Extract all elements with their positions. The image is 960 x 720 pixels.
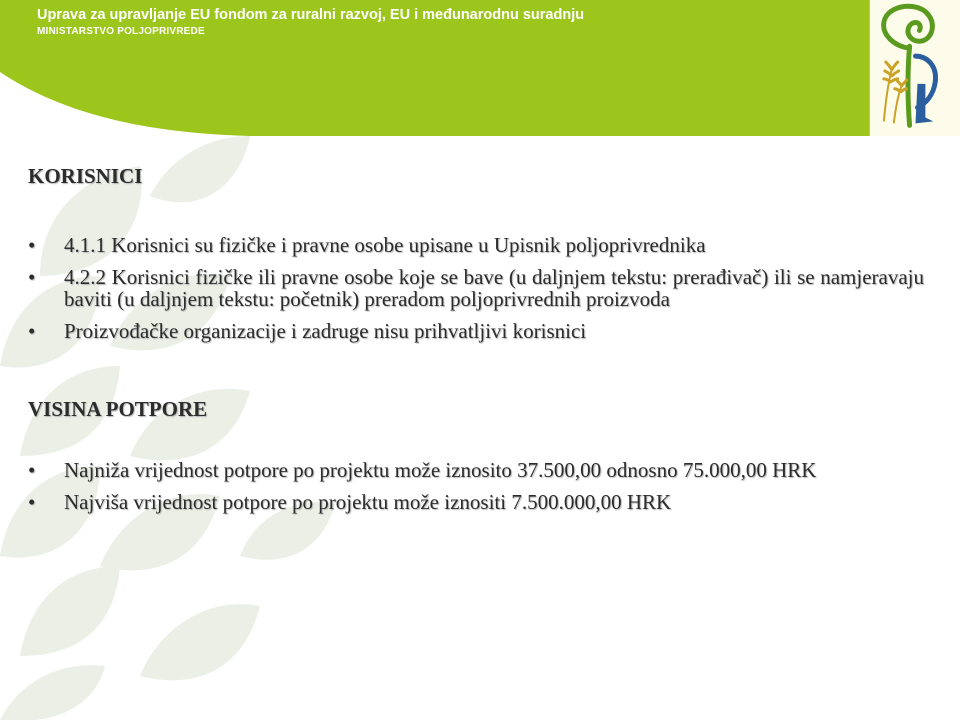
list-item [28, 266, 924, 310]
header-title: Uprava za upravljanje EU fondom za ruralni razvoj, EU i međunarodnu suradnju [37, 7, 585, 23]
list-item [28, 320, 924, 342]
header-subtitle: MINISTARSTVO POLJOPRIVREDE [37, 26, 205, 37]
visina-potpore-list [28, 459, 924, 513]
logo [869, 0, 960, 136]
section-heading-visina-potpore: VISINA POTPORE [28, 397, 208, 421]
list-item-text: Proizvođačke organizacije i zadruge nisu prihvatljivi korisnici [64, 319, 587, 343]
list-item-text: Najniža vrijednost potpore po projektu može iznosito 37.500,00 odnosno 75.000,00 HRK [64, 458, 817, 482]
slide-content [28, 165, 924, 523]
list-item [28, 459, 924, 481]
bullet-icon: • [28, 319, 36, 343]
section-heading-korisnici: KORISNICI [28, 164, 143, 188]
ministry-logo-icon [870, 0, 960, 136]
bullet-icon: • [28, 490, 36, 514]
bullet-icon: • [28, 265, 36, 289]
list-item-text: 4.1.1 Korisnici su fizičke i pravne osobe upisane u Upisnik poljoprivrednika [64, 233, 706, 257]
list-item [28, 491, 924, 513]
bullet-icon: • [28, 458, 36, 482]
list-item-text: 4.2.2 Korisnici fizičke ili pravne osobe koje se bave (u daljnjem tekstu: prerađivač) ili se namjeravaju baviti (u daljnjem tekstu: početnik) preradom poljoprivrednih proizvoda [64, 265, 924, 311]
list-item-text: Najviša vrijednost potpore po projektu može iznositi 7.500.000,00 HRK [64, 490, 672, 514]
list-item [28, 234, 924, 256]
bullet-icon: • [28, 233, 36, 257]
korisnici-list [28, 234, 924, 342]
header-text [37, 7, 584, 38]
